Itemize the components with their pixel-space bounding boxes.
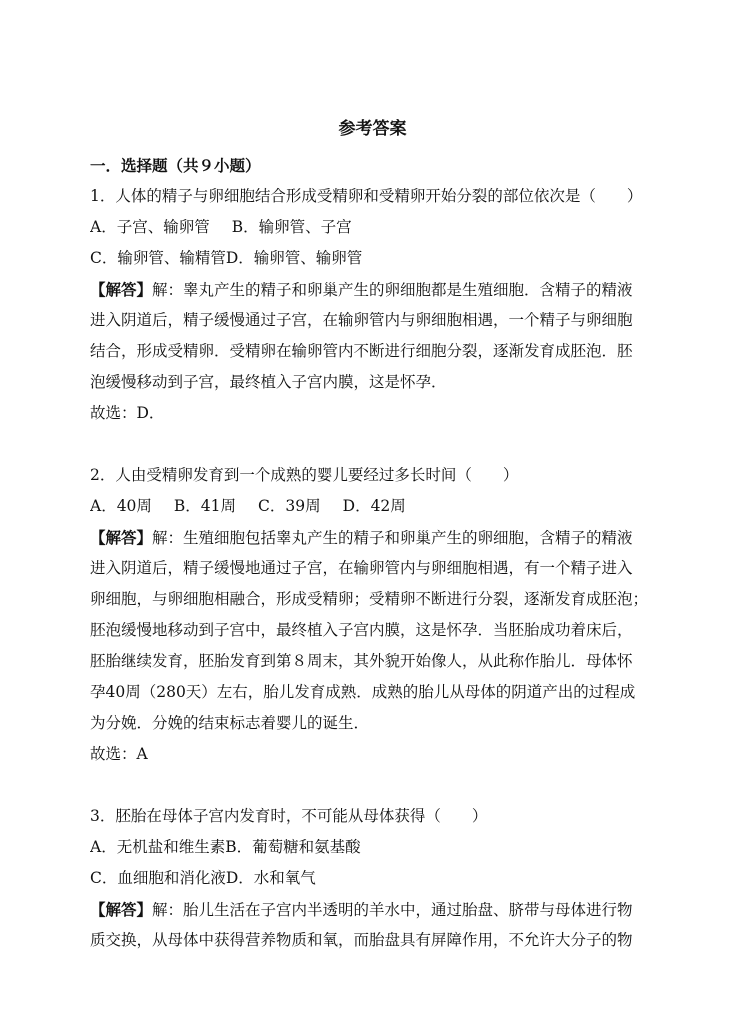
q3-option-a: A．无机盐和维生素	[90, 838, 226, 856]
spacer	[90, 770, 658, 801]
q3-option-c: C．血细胞和消化液	[90, 869, 226, 887]
q3-answer-line-2: 质交换，从母体中获得营养物质和氧，而胎盘具有屏障作用，不允许大分子的物	[90, 931, 633, 949]
q2-answer-text-1: 解：生殖细胞包括睾丸产生的精子和卵巢产生的卵细胞，含精子的精液	[152, 529, 633, 547]
q3-stem: 3．胚胎在母体子宫内发育时，不可能从母体获得（ ）	[90, 807, 488, 825]
q1-answer-line-4: 泡缓慢移动到子宫，最终植入子宫内膜，这是怀孕．	[90, 373, 447, 391]
q2-answer-line-6: 孕40周（280天）左右，胎儿发育成熟．成熟的胎儿从母体的阴道产出的过程成	[90, 683, 636, 701]
q2-answer-line-7: 为分娩．分娩的结束标志着婴儿的诞生．	[90, 714, 370, 732]
q2-answer-line-4: 胚泡缓慢地移动到子宫中，最终植入子宫内膜，这是怀孕．当胚胎成功着床后，	[90, 621, 633, 639]
q3-answer-line-1	[90, 894, 658, 925]
q3-option-b: B．葡萄糖和氨基酸	[225, 838, 361, 856]
q1-option-c: C．输卵管、输精管	[90, 249, 226, 267]
answer-label: 【解答】	[90, 900, 153, 919]
q2-answer-line-1	[90, 522, 658, 553]
q3-options-ab	[90, 832, 658, 863]
q1-option-b: B．输卵管、子宫	[231, 218, 352, 236]
answer-content	[90, 150, 658, 956]
q1-choice: 故选：D．	[90, 404, 165, 422]
section-heading: 一．选择题（共９小题）	[90, 156, 261, 175]
q2-option-a: A．40周	[90, 497, 152, 515]
page-title: 参考答案	[338, 119, 407, 139]
q2-choice: 故选：A	[90, 745, 148, 763]
q2-answer-line-2: 进入阴道后，精子缓慢地通过子宫，在输卵管内与卵细胞相遇，有一个精子进入	[90, 559, 633, 577]
q2-option-d: D．42周	[342, 497, 406, 515]
q1-option-a: A．子宫、输卵管	[90, 218, 210, 236]
q2-answer-line-3: 卵细胞，与卵细胞相融合，形成受精卵；受精卵不断进行分裂，逐渐发育成胚泡；	[90, 590, 649, 608]
q2-option-b: B．41周	[173, 497, 237, 515]
spacer	[90, 429, 658, 460]
q3-options-cd	[90, 863, 658, 894]
q2-option-c: C．39周	[258, 497, 321, 515]
q1-answer-text-1: 解：睾丸产生的精子和卵巢产生的卵细胞都是生殖细胞．含精子的精液	[152, 281, 633, 299]
answer-label: 【解答】	[90, 528, 153, 547]
q2-stem: 2．人由受精卵发育到一个成熟的婴儿要经过多长时间（ ）	[90, 466, 519, 484]
q1-answer-line-3: 结合，形成受精卵．受精卵在输卵管内不断进行细胞分裂，逐渐发育成胚泡．胚	[90, 342, 633, 360]
q2-options	[90, 491, 658, 522]
q1-option-d: D．输卵管、输卵管	[225, 249, 363, 267]
q1-options-cd	[90, 243, 658, 274]
q2-answer-line-5: 胚胎继续发育，胚胎发育到第８周末，其外貌开始像人，从此称作胎儿．母体怀	[90, 652, 633, 670]
q3-answer-text-1: 解：胎儿生活在子宫内半透明的羊水中，通过胎盘、脐带与母体进行物	[152, 901, 633, 919]
answer-label: 【解答】	[90, 280, 153, 299]
q1-answer-line-2: 进入阴道后，精子缓慢通过子宫，在输卵管内与卵细胞相遇，一个精子与卵细胞	[90, 311, 633, 329]
q1-answer-line-1	[90, 274, 658, 305]
q1-options-ab	[90, 212, 658, 243]
q3-option-d: D．水和氧气	[225, 869, 316, 887]
q1-stem: 1．人体的精子与卵细胞结合形成受精卵和受精卵开始分裂的部位依次是（ ）	[90, 187, 643, 205]
